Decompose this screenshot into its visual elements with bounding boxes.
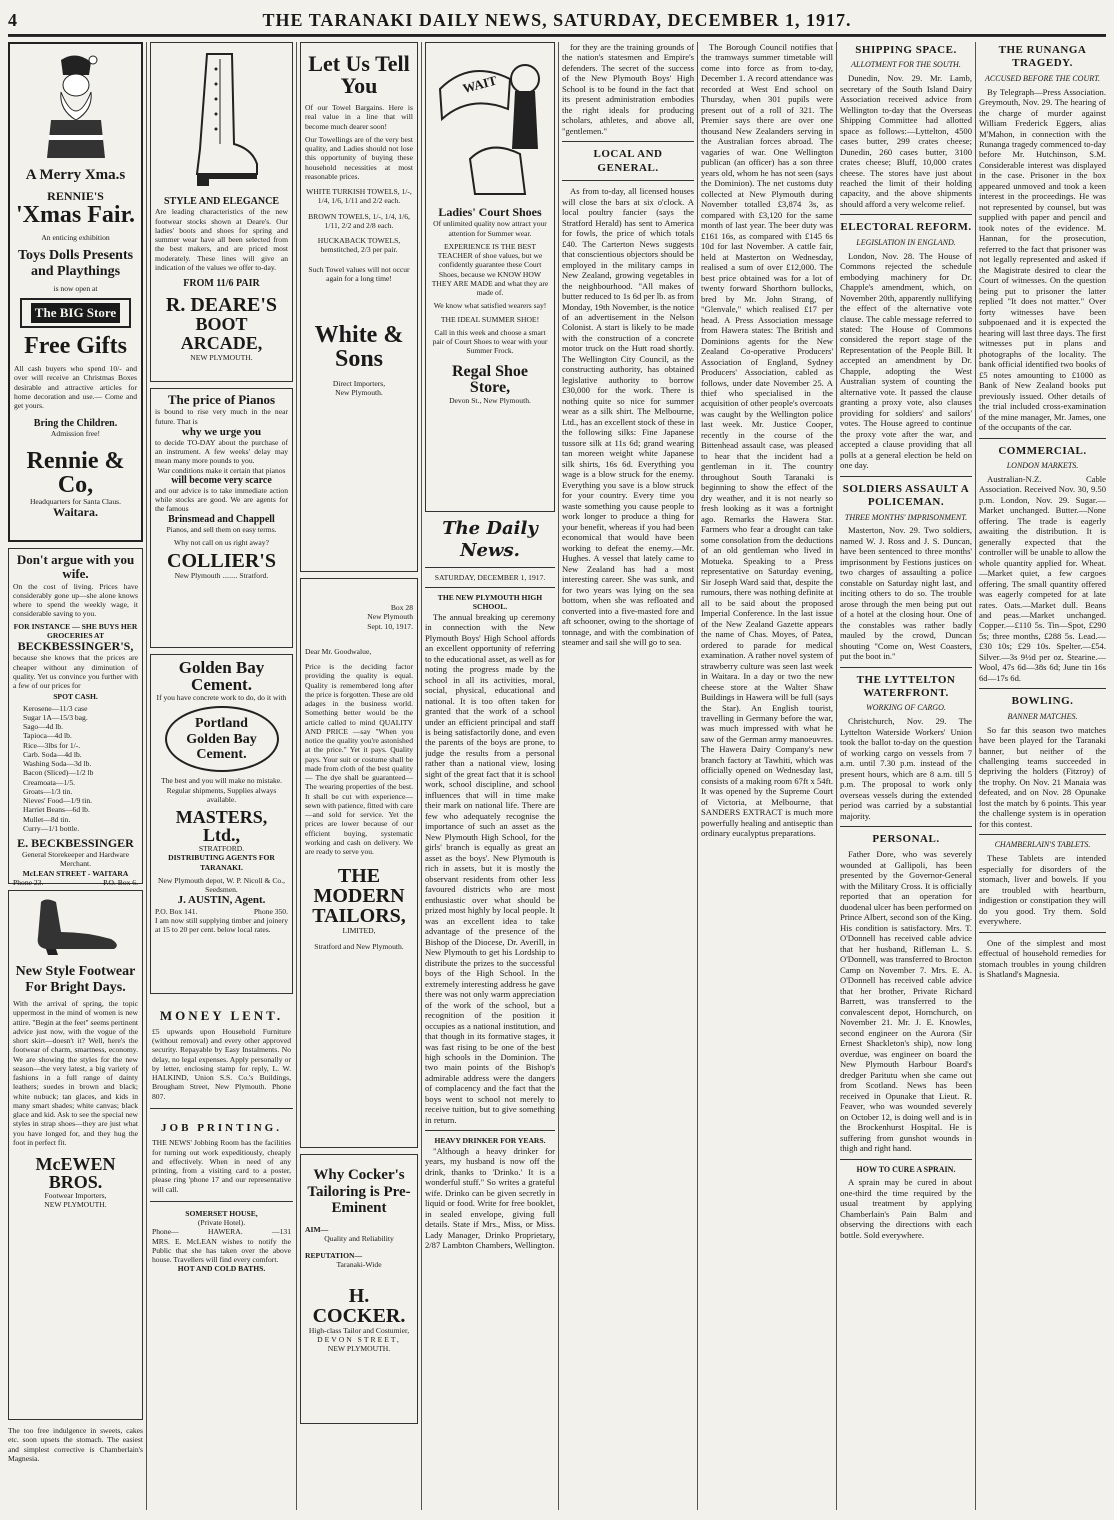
column-5 (562, 42, 694, 1512)
pianos-war: War conditions make it certain that pianos (157, 465, 286, 475)
footwear-body: With the arrival of spring, the topic uppermost in the mind of women is new attire. "Begin at the feet" seems pertinent advice just now, with the vogue of the short skirt—doesn't it? Well, here's the footwear of charm, smartness, economy. We are showing the styles for the new season—the very latest, a big variety of fashions in a full range of dainty leathers; suedes in brown and black; white nubuck; tan glaces, and kids in many smart shades; white canvas; black glace and kid. Ask to see the special new styles in strap shoes—they are just what you have longed for, and they hug the foot in perfect fit. (13, 999, 138, 1147)
white-sons-towel-ad (300, 42, 418, 572)
regal-shoe-ad (425, 42, 555, 512)
daily-news-masthead: The Daily News. (442, 518, 538, 561)
style-elegance-headline: STYLE AND ELEGANCE (163, 196, 280, 208)
personal-headline: PERSONAL. (872, 833, 940, 846)
cocker-street: DEVON STREET, (317, 1334, 401, 1344)
colliers-towns: New Plymouth ........ Stratford. (174, 571, 269, 581)
price-item: Harriet Beans—6d lb. (23, 805, 90, 815)
rennie-xmas-ad (8, 42, 143, 542)
editorial-body: The annual breaking up ceremony in connection with the New Plymouth Boys' High School affords an excellent opportunity of referring to the educational asset, as well as for noting the progress made by the school in all its activities, moral, social, physical, educational and national. It is too often taken for granted that the work of a school under an efficient principal and staff is being satisfactorily done, and even the parents of the boys are prone, to judge the results from a personal rather than a national view, losing sight of the great fact that it is school work, school discipline, and school influences that will in time make their mark on national life. There are few who adequately recognise the importance of such an asset as the New Plymouth High School, for the girls' branch is equally as great an asset as the boys'. New Plymouth is rich in assets, but it is mostly the observant residents from other less favoured districts who are most enthusiastic over what should be prized most highly by local people. It was an excellent idea to take advantage of the presence of the Bishop of the Diocese, Dr. Averill, in New Plymouth to get his Lordship to distribute the prizes to the successful boys of the High School. In the extremely interesting address he gave there was not only warm appreciation of the work of the school, but a recognition of the position it occupies as a national institution, and that though in its formative stages, it was fast rising to be one of the best high schools in the Dominion. The two main points of the Bishop's admirable address were the dangers of complacency and the fact that the boys went to school not merely to receive tuition, but to give something in return. (425, 611, 555, 1125)
price-item: Rice—3lbs for 1/-. (23, 740, 81, 750)
cocker-town: NEW PLYMOUTH. (327, 1344, 391, 1353)
editorial-date: SATURDAY, DECEMBER 1, 1917. (434, 572, 546, 582)
rennie-firm-name: Rennie & Co, (26, 447, 125, 498)
let-us-tell-you: Let Us Tell You (308, 51, 410, 98)
we-know-text: We know what satisfied wearers say! (433, 301, 547, 311)
deare-price: FROM 11/6 PAIR (183, 278, 260, 289)
divider (840, 214, 972, 215)
colliers-firm: COLLIER'S (167, 550, 276, 573)
timber-text: I am now still supplying timber and joinery at 15 to 20 per cent. below local rates. (155, 915, 288, 935)
regal-town: Devon St., New Plymouth. (449, 395, 531, 405)
white-sons-town: New Plymouth. (335, 388, 383, 398)
somerset-sub: (Private Hotel). (197, 1218, 246, 1228)
boot-arcade: BOOT ARCADE, (180, 314, 263, 353)
commercial-headline: COMMERCIAL. (998, 444, 1087, 457)
new-style-footwear-headline: New Style Footwear For Bright Days. (15, 964, 136, 995)
price-of-pianos-headline: The price of Pianos (167, 392, 276, 407)
modern-limited: LIMITED, (342, 926, 376, 936)
runanga-tragedy-body: By Telegraph—Press Association. Greymouth, Nov. 29. The hearing of the charge of murder against William Frederick Eggers, alias M'Mahon, in connection with the Runanga tragedy commenced to-day before Mr. Hutchinson, S.M. Considerable interest was displayed in the case. Prisoner in the box appeared unmoved and took a keen interest in the proceedings. He was not represented by counsel, but was supplied with paper and pencil and took notes of the evidence. M. Hannan, for the prosecution, referred to the fact that prisoner was not legally represented and asked if the Magistrate desired to clear the Court of witnesses. On the question being put to prisoner the latter replied "It does not matter." Over forty witnesses have been subpoenaed and it is expected the hearing will last three days. The first witnesses put in plans and photographs of the locality. The bank official identified two books of £5 notes amounting to £1000 as Bank of New Zealand books put previously issued. Other details of the trial included cross-examination of the mine manager, Mr. James, one of the occupants of the car. (979, 86, 1106, 433)
column-divider (558, 42, 559, 1510)
page-number: 4 (8, 9, 17, 30)
will-become-scarce: will become very scarce (171, 474, 272, 486)
reputation-text: Taranaki-Wide (336, 1260, 382, 1270)
price-item: Nieves' Food—1/9 tin. (23, 796, 93, 806)
money-lent-body: £5 upwards upon Household Furniture (without removal) and every other approved security. Repayable by Easy Instalments. No delay, no legal expenses. Apply personally or by letter, enclosing stamp for reply, L. W. HALKIND, Union S.S. Co.'s Buildings, Brougham Street, New Plymouth. Phone 807. (152, 1026, 291, 1101)
divider (979, 932, 1106, 933)
price-item: Mullet—8d tin. (23, 814, 71, 824)
rennie-brand: RENNIE'S (47, 188, 104, 203)
somerset-town: HAWERA. (207, 1227, 243, 1237)
letter-box: Box 28 (390, 603, 413, 612)
court-shoes-body1: Of unlimited quality now attract your attention for Summer wear. (433, 219, 547, 238)
banner-matches-body: So far this season two matches have been played for the Taranaki banner, but neither of the challenging teams succeeded in depriving the holders (Fitzroy) of the trophy. On Nov. 21 Manaia was defeated, and on Nov. 28 Opunake lost the match by 6 points. This year the challenge system is in operation for this contest. (979, 724, 1106, 829)
beckbessinger-firm: E. BECKBESSINGER (17, 836, 134, 851)
cocker-desc: High-class Tailor and Costumier, (308, 1325, 410, 1335)
pianos-body2: to decide TO-DAY about the purchase of an instrument. A few weeks' delay may mean many more pounds to you. (155, 437, 288, 466)
deare-firm: R. DEARE'S (165, 294, 278, 316)
letter-salutation: Dear Mr. Goodwalue, (305, 646, 372, 656)
mcewen-town: NEW PLYMOUTH. (44, 1200, 107, 1210)
price-item: Sugar 1A—15/3 bag. (23, 712, 88, 722)
soldiers-assault-body: Masterton, Nov. 29. Two soldiers, named W. J. Ross and J. S. Duncan, have been sentenced to three months' imprisonment by Festions justices on two charges of assaulting a police constable on Saturday night last, and inciting others to do so. The trouble arose through the men being put out of a hotel at the closing hour. One of the constables was rather badly mauled by the crowd, Duncan shouting "Come on, West Coasters, put the boot in." (840, 525, 972, 662)
boot-illustration (182, 49, 262, 189)
divider (979, 438, 1106, 439)
for-instance-text: FOR INSTANCE — SHE BUYS HER GROCERIES AT (13, 621, 138, 640)
price-item: Curry—1/1 bottle. (23, 823, 80, 833)
lyttelton-headline: THE LYTTELTON WATERFRONT. (856, 673, 956, 700)
somerset-phone: Phone— (152, 1227, 179, 1237)
brown-towels: BROWN TOWELS, 1/-, 1/4, 1/6, 1/11, 2/2 and 2/8 each. (308, 211, 410, 230)
electoral-reform-body: London, Nov. 28. The House of Commons rejected the schedule embodying machinery for Dr. Chapple's amendment, which, on November 20th, apparently nullifying the effect of the alternative vote clause. The cable message referred to stated: The House of Commons considered the report stage of the Representation of the People Bill. It accepted an amendment by Dr. Chapple, adopting the West Australian system of counting the alternative vote. It passed the clause granting a proxy vote, also clauses providing for soldiers' and sailors' votes. The House agreed to continue the proxy vote after the war, and accepted a clause providing that all polls at a general election be held on one day. (840, 250, 972, 471)
sprain-body: A sprain may be cured in about one-third the time required by the usual treatment by applying Chamberlain's Pain Balm and observing the directions with each bottle. Sold everywhere. (840, 1177, 972, 1240)
somerset-baths: HOT AND COLD BATHS. (177, 1264, 266, 1274)
letter-body: Price is the deciding factor providing the quality is equal. Quality is remembered long after the price is forgotten. These are old adages in the business world. Something better would be the article called to mind QUALITY AND PRICE —say "When you notice the quality you're astonished at the price." Yet it pays. Quality pays. Your suit or costume shall be made from cloth of the best quality — The dye shall be guaranteed—The wearing properties of the best. It shall be cut with experience—sewn with patience, fitted with care—and sold for service. Yet the prices are lower because of our efficient buying, systematic working and cash on delivery. We are ready to serve you. (305, 662, 413, 856)
column-divider (146, 42, 147, 1510)
chamberlain-tablets-sub: CHAMBERLAIN'S TABLETS. (994, 840, 1091, 850)
price-item: Carb. Soda—4d lb. (23, 749, 82, 759)
beckbessinger-contact (13, 878, 138, 887)
deare-boot-ad (150, 42, 293, 382)
masthead-rule (8, 36, 1106, 37)
masthead (8, 6, 1106, 36)
divider (562, 141, 694, 142)
masters-box: P.O. Box 141. (155, 906, 198, 916)
column-divider (296, 42, 297, 1510)
price-item: Groats—1/3 tin. (23, 786, 73, 796)
pianos-call: Why not call on us right away? (174, 537, 269, 547)
money-lent-ad (150, 1000, 293, 1103)
cement-body2: The best and you will make no mistake. Regular shipments, Supplies always available. (160, 776, 283, 804)
sweets-notice: The too free indulgence in sweets, cakes etc. soon upsets the stomach. The easiest and simplest corrective is Chamberlain's Magnesia. (8, 1426, 143, 1463)
shipping-space-headline: SHIPPING SPACE. (855, 44, 957, 56)
column-7 (840, 42, 972, 1512)
price-item: Sago—4d lb. (23, 722, 64, 732)
masters-town: STRATFORD. (198, 844, 245, 854)
beckbessinger-store: BECKBESSINGER'S, (17, 639, 134, 654)
santa-claus-illustration (41, 50, 111, 160)
column-divider (421, 42, 422, 1510)
soldiers-assault-sub: THREE MONTHS' IMPRISONMENT. (844, 512, 968, 522)
divider (425, 1130, 555, 1131)
runanga-tragedy-sub: ACCUSED BEFORE THE COURT. (985, 73, 1100, 83)
bring-children: Bring the Children. (33, 418, 118, 430)
exhibition-intro: An enticing exhibition (41, 232, 110, 242)
colliers-piano-ad (150, 388, 293, 648)
beckbessinger-address: McLEAN STREET - WAITARA (22, 868, 129, 878)
price-item: Washing Soda—3d lb. (23, 759, 92, 769)
xmas-fair-title: 'Xmas Fair. (15, 201, 136, 228)
divider (425, 567, 555, 568)
price-item: Bacon (Sliced)—1/2 lb (23, 768, 94, 778)
sprain-headline: HOW TO CURE A SPRAIN. (856, 1164, 956, 1174)
np-depot: New Plymouth depot, W. P. Nicoll & Co., Seedsmen. (158, 875, 285, 895)
school-continued: for they are the training grounds of the nation's statesmen and Empire's defenders. The secret of the success of the New Plymouth Boys' High School is to be found in the fact that its present administration embodies the right ideals for producing scholars, athletes, and above all, "gentlemen." (562, 42, 694, 136)
column-2 (150, 42, 293, 1512)
mcewen-desc: Footwear Importers, (44, 1191, 107, 1201)
austin-agent: J. AUSTIN, Agent. (177, 894, 266, 907)
call-in-text: Call in this week and choose a smart pair of Court Shoes to wear with your Summer Frock. (432, 327, 548, 356)
huckaback-towels: HUCKABACK TOWELS, hemstitched, 2/3 per pair. (317, 236, 401, 255)
cement-body1: If you have concrete work to do, do it with (156, 693, 287, 702)
somerset-house-ad (150, 1207, 293, 1276)
chamberlain-tablets-body: These Tablets are intended especially for disorders of the stomach, liver and bowels. If you are troubled with heartburn, indigestion or constipation they will do you good. Try them. Sold everywhere. (979, 853, 1106, 927)
somerset-num: —131 (272, 1227, 291, 1237)
lyttelton-sub: WORKING OF CARGO. (866, 703, 946, 713)
divider (979, 834, 1106, 835)
white-sons-firm: White & Sons (314, 322, 404, 372)
divider (562, 180, 694, 181)
divider (425, 587, 555, 588)
admission-free: Admission free! (50, 429, 101, 439)
local-general-headline: LOCAL AND GENERAL. (593, 148, 663, 174)
mcewen-ad (8, 890, 143, 1420)
job-printing-headline: JOB PRINTING. (161, 1121, 282, 1134)
big-store-label: The BIG Store (31, 303, 120, 323)
electoral-reform-headline: ELECTORAL REFORM. (840, 221, 972, 234)
why-we-urge: why we urge you (181, 425, 262, 438)
local-general-continued: The Borough Council notifies that the tramways summer timetable will come into force as from to-day, December 1. A record attendance was recorded at West End school on Thursday, when 301 pupils were present out of a roll of 321. The Premier says there are over one thousand New Zealanders serving in the Australian forces abroad. The vagaries of war. One Wellington publican (an officer) has a son three years old, whom he has not seen (says the Dominion). The net customs duty collected at New Plymouth during November totalled £3,874 3s, as compared with £3,120 for the same month of last year. The beer duty was £161 16s, as compared with £145 6s 10d for last November. A cattle fair, held at Masterton on Wednesday, realised a sum of over £12,000. The best price obtained was for a lot of twenty forward Shorthorn bullocks, bred by Mr. John Strang, of "Glenvale," which realised £17 per head. A Press Association message from Hawera states: The British and Dominions agents for the New Zealand Co-operative Producers' Association of England, Sydney Producers' Association, cabled as follows, under date November 25. A thief who specialised in the acquisition of other people's overcoats was caught by the Wellington police last week. Mr. Justice Cooper, recently in the course of the Bittenhead assault case, was pleased to hear that the incident had a gentleman in it. The country throughout South Taranaki is beginning to show the effect of the dry weather, and it is not nearly so fresh looking as it was a fortnight ago. Remarks the Hawera Star. Farmers who fear a drought can take some consolation from the deductions of an old gentleman who lived in Motueka. Speaking to a Press representative on Saturday evening, Sir Joseph Ward said that, despite the rumours, there was nothing definite at all to be said about the proposed Imperial Conference. In the last issue of the New Zealand Gazette appears the name of Chas. Moyes, of Patea, ordered to parade for medical examination. A rather novel system of strawberry culture was seen last week in Waitara. In a day or two the new cheese store at the Walter Shaw Buildings in Hawera will be full (says the Star). An English tourist, travelling in Germany before the war, was much impressed with what he saw of the German army manoeuvres. The Hawera Dairy Company's new branch factory at Tawhiti, which was officially opened on Wednesday last, consists of a making room 67ft x 54ft. It was opened by the Supreme Court of Victoria, at Melbourne, that SANDERS EXTRACT is much more powerfully healing and antiseptic than ordinary eucalyptus preparations. (701, 42, 833, 839)
personal-body: Father Dore, who was severely wounded at Gallipoli, has been presented by the Governor-General with the Military Cross. It is officially reported that an operation for duodenal ulcer has been performed on Prince Albert, second son of the King. His condition is satisfactory. Mrs. T. O'Donnell has received cable advice that her husband, Rifleman L. S. O'Donnell, was transferred to Brocton Camp on November 7. Mrs. E. A. O'Donnell has received cable advice that her brother, Private Richard Barrett, was transferred to the convalescent depot, Hornchurch, on November 21. Mr. J. E. Knowles, second engineer on the Aurora (Sir Ernest Shackleton's ship), now long overdue, was engineer on board the New Plymouth Harbour Board's dredger Paritutu when she came out from Scotland. News has been received in Opunake that Lieut. R. Feaver, who was wounded severely on October 12, is doing well and is in the Brockenhurst Hospital. He is suffering from gunshot wounds in thigh and right hand. (840, 849, 972, 1154)
modern-towns: Stratford and New Plymouth. (314, 941, 404, 951)
ideal-summer-shoe: THE IDEAL SUMMER SHOE! (440, 314, 540, 324)
towel-body1: Of our Towel Bargains. Here is real value in a line that will become much dearer soon! (305, 103, 413, 131)
modern-tailors-firm: THE MODERN TAILORS, (312, 865, 406, 928)
brinsmead-chappell: Brinsmead and Chappell (168, 513, 275, 525)
towel-footer: Such Towel values will not occur again for a long time! (308, 264, 410, 283)
deare-town: NEW PLYMOUTH. (190, 352, 253, 362)
drinker-headline: HEAVY DRINKER FOR YEARS. (434, 1136, 546, 1146)
white-sons-desc: Direct Importers, (332, 379, 386, 388)
masters-firm: MASTERS, Ltd., (175, 807, 268, 846)
column-4 (425, 42, 555, 1512)
somerset-body: MRS. E. McLEAN wishes to notify the Public that she has taken over the above house. Travellers will find every comfort. (152, 1236, 291, 1265)
shipping-space-sub: ALLOTMENT FOR THE SOUTH. (851, 60, 961, 70)
golden-bay-logo: Portland Golden Bay Cement. (165, 706, 279, 772)
deare-body: Are leading characteristics of the new footwear stocks shown at Deare's. Our ladies' boots and shoes for spring and summer wear have all been selected from the best makers, and are priced most moderately. These lines will give an indication of the values we offer to-day. (155, 207, 288, 272)
newspaper-title: THE TARANAKI DAILY NEWS, SATURDAY, DECEMBER 1, 1917. (262, 9, 852, 30)
santa-headquarters: Headquarters for Santa Claus. (29, 496, 122, 506)
divider (150, 1108, 293, 1109)
argue-wife-headline: Don't argue with you wife. (16, 552, 135, 582)
white-towels: WHITE TURKISH TOWELS, 1/-, 1/4, 1/6, 1/11 and 2/2 each. (306, 187, 412, 206)
pianos-body1: is bound to rise very much in the near future. That is (155, 407, 288, 426)
divider (840, 826, 972, 827)
column-divider (697, 42, 698, 1510)
big-store-banner (20, 298, 131, 328)
column-8 (979, 42, 1106, 1512)
modern-tailors-ad (300, 578, 418, 1148)
drinker-body: "Although a heavy drinker for years, my husband is now off the drink, thanks to 'Drinko.' It is a wonderful stuff." So writes a grateful wife. Drinko can be given secretly in liquid or food. Write for free booklet, in sealed envelope, giving full details. State if Mrs., Miss, or Miss. Lady Manager, Drinko Proprietary, 2/87 Lambton Chambers, Wellington. (425, 1145, 555, 1250)
beckbessinger-box: P.O. Box 6. (103, 877, 138, 887)
divider (840, 667, 972, 668)
aim-text: Quality and Reliability (324, 1233, 394, 1243)
electoral-reform-sub: LEGISLATION IN ENGLAND. (856, 237, 956, 247)
cocker-tailoring-ad (300, 1154, 418, 1424)
money-lent-headline: MONEY LENT. (159, 1008, 284, 1023)
divider (979, 688, 1106, 689)
soldiers-assault-headline: SOLDIERS ASSAULT A POLICEMAN. (842, 482, 970, 509)
masters-phone: Phone 350. (253, 906, 288, 916)
free-gifts-title: Free Gifts (24, 333, 127, 360)
beckbessinger-desc: General Storekeeper and Hardware Merchant. (22, 850, 129, 869)
pianos-body3: and our advice is to take immediate action while stocks are good. We are agents for the famous (155, 485, 288, 514)
cocker-firm: H. COCKER. (312, 1284, 406, 1327)
bowling-headline: BOWLING. (1011, 695, 1074, 708)
magnesia-notice: One of the simplest and most effectual of household remedies for stomach troubles in young children is Shatland's Magnesia. (979, 937, 1106, 979)
beckbessinger-ad (8, 548, 143, 887)
divider (150, 1201, 293, 1202)
editorial-headline: THE NEW PLYMOUTH HIGH SCHOOL. (437, 593, 543, 612)
free-gifts-text: All cash buyers who spend 10/- and over will receive an Christmas Boxes desirable and attractive articles for home decoration and use.— Come and get yours. (14, 364, 137, 411)
because-text: because she knows that the prices are cheaper without any diminution of quality. Yet us convince you further with a few of our prices for (13, 653, 138, 691)
runanga-tragedy-headline: THE RUNANGA TRAGEDY. (998, 44, 1087, 70)
banner-matches-sub: BANNER MATCHES. (1007, 711, 1078, 721)
masters-contact (155, 907, 288, 916)
shoe-illustration (26, 897, 126, 957)
towel-body2: Our Towellings are of the very best quality, and Ladies should not lose this opportunity of buying these household necessities at most reasonable prices. (305, 134, 413, 181)
court-shoes-headline: Ladies' Court Shoes (438, 205, 542, 220)
price-item: Creamoata—1/5. (23, 777, 76, 787)
london-markets-body: Australian-N.Z. Cable Association. Received Nov. 30, 9.50 p.m. London, Nov. 29. Sugar.—Market unchanged. Butter.—None offering. The trade is eagerly awaiting the distribution. It is generally expected that the controller will be unable to allow the whole quantity applied for. Wheat.—Market quiet, a few cargoes offering. The small quantity offered was eagerly competed for at late rates. Oats.—Market dull. Beans and peas.—Market unchanged. Copper.—£110 5s. Tin—Spot, £290 5s; three months, £288 5s. Lead.—£30 10s; £29 10s. Spelter.—£54. Silver.—3s 9½d per oz. Stearine.—Wool, 47s 6d—38s 6d; June tin 16s 6d—17s 6d. (979, 473, 1106, 683)
pianos-body4: Pianos, and sell them on easy terms. (166, 524, 277, 534)
lyttelton-body: Christchurch, Nov. 29. The Lyttelton Waterside Workers' Union took the ballot to-day on the question of working cargo on vessels from 7 a.m. until 7.30 p.m. instead of the present hours, which are 8 a.m. till 5 p.m. The proposal to work only overseas vessels during the extended period was carried by a substantial majority. (840, 716, 972, 821)
column-divider (836, 42, 837, 1510)
mcewen-firm: McEWEN BROS. (35, 1154, 116, 1193)
price-list (13, 704, 138, 834)
job-printing-ad (150, 1114, 293, 1196)
experience-text: EXPERIENCE IS THE BEST TEACHER of shoe values, but we confidently guarantee these Court Shoes, because we KNOW HOW THEY ARE MADE and what they are made of. (431, 241, 549, 298)
beckbessinger-phone: Phone 23. (13, 877, 44, 887)
wait-sign-illustration (430, 49, 550, 199)
regal-firm: Regal Shoe Store, (452, 362, 528, 396)
masters-cement-ad (150, 654, 293, 994)
somerset-title: SOMERSET HOUSE, (185, 1208, 258, 1218)
now-open-text: is now open at (53, 283, 98, 293)
letter-town: New Plymouth (367, 612, 413, 622)
shipping-space-body: Dunedin, Nov. 29. Mr. Lamb, secretary of the South Island Dairy Association received advice from Wellington to-day that the Overseas Shipping Committee had allotted space as follows:—Lyttelton, 4500 cases butter, 299 crates cheese; Dunedin, 260 cases butter, 3100 crates cheese; Bluff, 10,000 crates cheese. The stores have just about reached the limit of their holding capacity, and the above shipments should afford a very welcome relief. (840, 73, 972, 209)
price-item: Kerosene—11/3 case (23, 703, 88, 713)
spot-cash-label: SPOT CASH. (53, 692, 98, 702)
aim-label: AIM— (305, 1224, 329, 1234)
letter-date: Sept. 10, 1917. (367, 621, 413, 631)
masters-agents: DISTRIBUTING AGENTS FOR TARANAKI. (168, 853, 275, 872)
cost-of-living-text: On the cost of living. Prices have considerably gone up—she alone knows where to spend the weekly wage, it considerable saving to you. (13, 581, 138, 619)
xmas-greeting: A Merry Xma.s (25, 167, 126, 184)
column-divider (975, 42, 976, 1510)
cocker-headline: Why Cocker's Tailoring is Pre-Eminent (307, 1167, 411, 1216)
column-6 (701, 42, 833, 1512)
local-general-body: As from to-day, all licensed houses will close the bars at six o'clock. A local poultry fancier (says the Stratford Herald) has sent to America for fowls, the price of which totals £40. The Carterton News suggests that conscientious objectors should be employed in the military camps in New Zealand, growing vegetables in the neighbourhood. "All makes of butter reduced to 1s 6d per lb. as from Monday, 19th November, is the notice of an advertisement in the Nelson Colonist. A start is likely to be made with the construction of a concrete motor truck on the Hutt road shortly. The Wellington City Council, as the constructing authority, has obtained legislative authority to borrow £30,000 for the work. There is nothing quite so nice for summer wear as a silk shirt. The Melbourne, Ltd., has an excellent stock of these in the following silks: Fine Japanese tussore silk at 11s 6d; grand wearing tan moreen weight white Japanese silk shirts, 16s 6d. Everything you wage is a blow struck for the enemy. Everything you save is a blow struck for your country. Every time you waste something you cause people to work longer to produce a thing for your benefit, whereas if you had been economical that would have been working to defeat the enemy.—Mr. Hughes. A vessel that lately came to New Zealand has had a most interesting career. She was sunk, and for two years was lying on the sea bottom, when she was refloated and converted into a five-masted fore and aft schooner, owing to the shortage of tonnage, and with the combination of steamer and sail she will go to sea. (562, 186, 694, 647)
rennie-town: Waitara. (53, 504, 98, 519)
somerset-phone-row (152, 1227, 291, 1236)
price-item: Tapioca—4d lb. (23, 731, 72, 741)
job-printing-body: THE NEWS' Jobbing Room has the facilities for turning out work expeditiously, cheaply and effectively. When in need of any printing, from a visiting card to a poster, please ring 'phone 17 and our representative will call. (152, 1138, 291, 1194)
column-1 (8, 42, 143, 1512)
divider (840, 1159, 972, 1160)
column-3 (300, 42, 418, 1512)
london-markets-sub: LONDON MARKETS. (1006, 460, 1079, 470)
divider (840, 476, 972, 477)
reputation-label: REPUTATION— (305, 1251, 363, 1260)
golden-bay-cement-headline: Golden Bay Cement. (178, 658, 265, 694)
toys-dolls-line: Toys Dolls Presents and Playthings (17, 248, 134, 279)
